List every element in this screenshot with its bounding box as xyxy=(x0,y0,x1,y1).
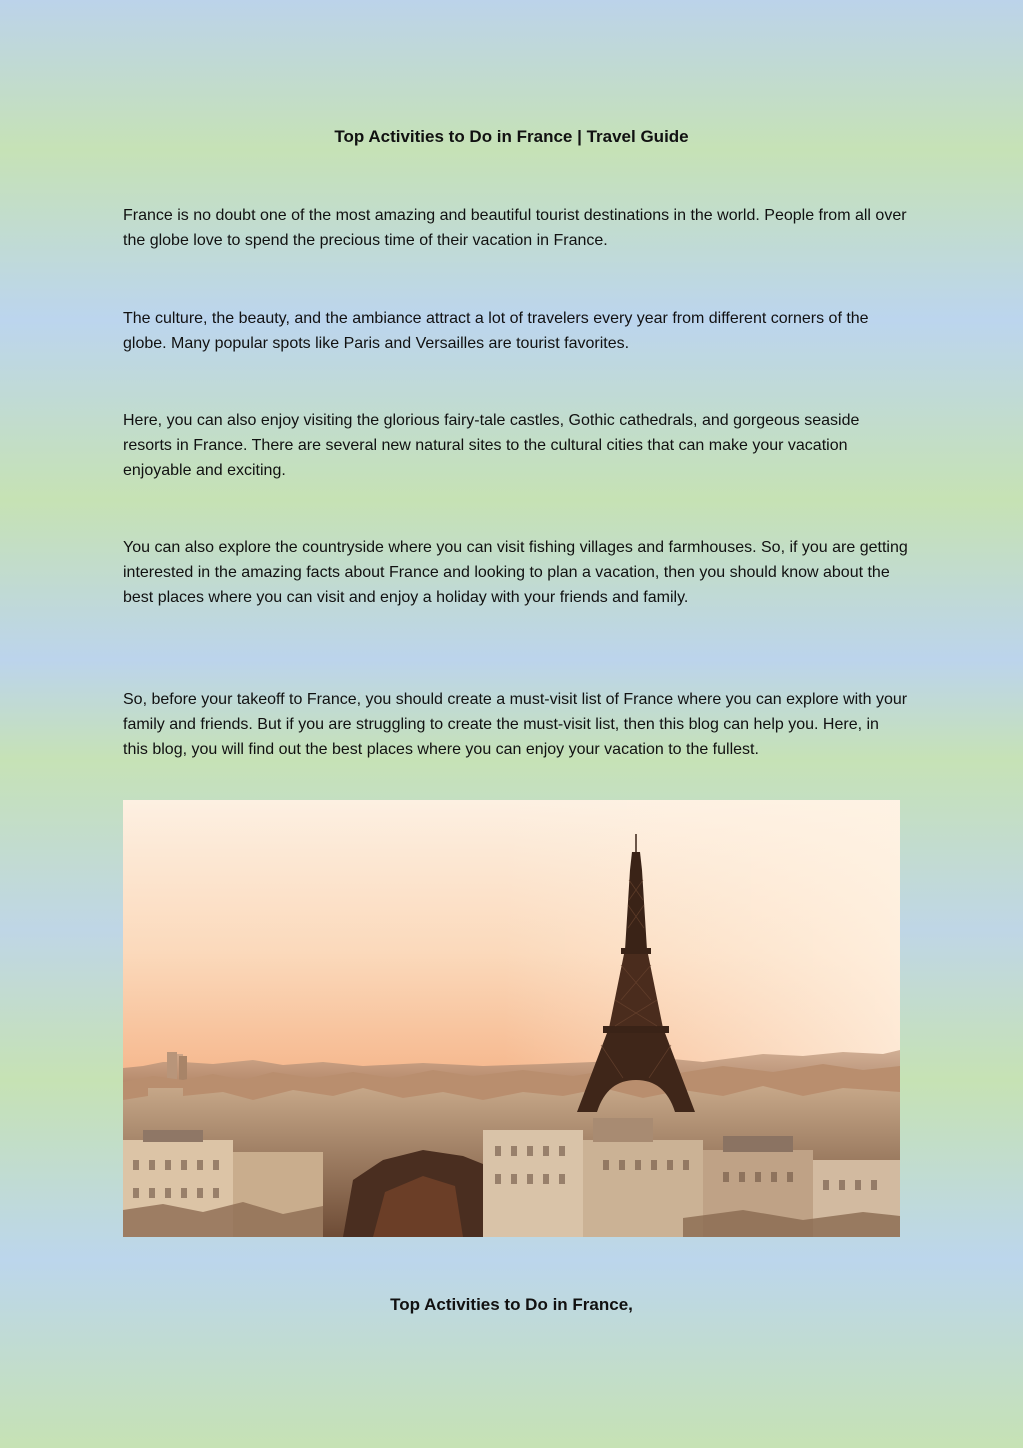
must-visit-paragraph: So, before your takeoff to France, you should create a must-visit list of France where you can explore with your family and friends. But if you are struggling to create the must-visit list, then this blog can help you. Here, in this blog, you will find out the best places where you can enjoy your vacation to the fullest. xyxy=(123,691,908,758)
document-title: Top Activities to Do in France | Travel Guide xyxy=(334,127,689,146)
section-heading: Top Activities to Do in France, xyxy=(390,1295,633,1314)
eiffel-tower-photo xyxy=(123,800,900,1237)
countryside-paragraph: You can also explore the countryside where you can visit fishing villages and farmhouses. So, if you are getting interested in the amazing facts about France and looking to plan a vacation, then you should know about the best places where you can visit and enjoy a holiday with your friends and family. xyxy=(123,539,908,606)
culture-paragraph: The culture, the beauty, and the ambiance attract a lot of travelers every year from different corners of the globe. Many popular spots like Paris and Versailles are tourist favorites. xyxy=(123,310,869,352)
castles-paragraph: Here, you can also enjoy visiting the glorious fairy-tale castles, Gothic cathedrals, and gorgeous seaside resorts in France. There are several new natural sites to the cultural cities that can make your vacation enjoyable and exciting. xyxy=(123,412,860,479)
intro-paragraph: France is no doubt one of the most amazing and beautiful tourist destinations in the world. People from all over the globe love to spend the precious time of their vacation in France. xyxy=(123,207,907,249)
